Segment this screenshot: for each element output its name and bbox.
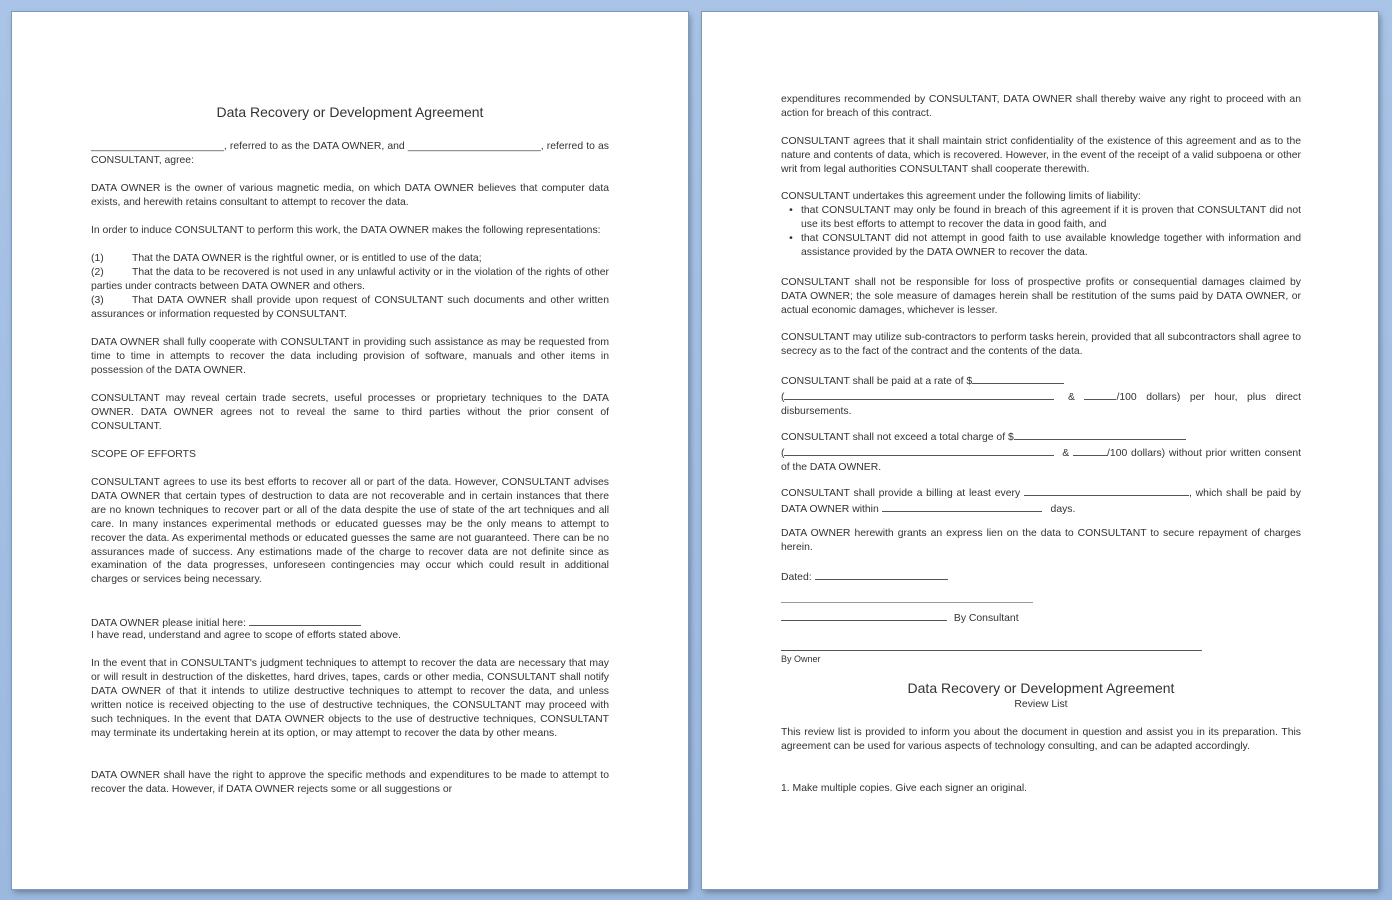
billing-paragraph: CONSULTANT shall provide a billing at least every , which shall be paid by DATA OWNER within days. [781,485,1301,517]
bullet-icon: • [789,232,793,244]
representations-list [91,252,609,322]
lien-paragraph: DATA OWNER herewith grants an express lien on the data to CONSULTANT to secure repayment of charges herein. [781,528,1301,553]
scope-paragraph: CONSULTANT agrees to use its best efforts to recover all or part of the data. However, CONSULTANT advises DATA OWNER that certain types of destruction to data are not recoverable and in certain instances that there are no known techniques to recover part or all of the data despite the use of state of the art techniques and all care. In many instances experimental methods or educated guesses may be the only means to attempt to recover the data. As experimental methods or educated guesses the same are not guaranteed. There can be no assurances made of success. Any estimations made of the charge to recover data are not definite since as examination of the data progresses, unforeseen contingencies may occur which could result in additional charges or services being necessary. [91,477,609,586]
induce-paragraph: In order to induce CONSULTANT to perform this work, the DATA OWNER makes the following representations: [91,225,601,236]
review-title: Data Recovery or Development Agreement [907,680,1175,696]
charge-paragraph: CONSULTANT shall not exceed a total charge of $ ( & /100 dollars) without prior written consent of the DATA OWNER. [781,429,1301,475]
intro-paragraph: _______________________, referred to as the DATA OWNER, and _______________________, referred to as CONSULTANT, agree: [91,141,609,166]
document-page-1 [12,12,688,889]
bullet-icon: • [789,205,793,216]
liability-list [781,204,1301,260]
document-title: Data Recovery or Development Agreement [216,104,484,120]
dated-line: Dated: [781,569,1301,585]
scope-heading: SCOPE OF EFFORTS [91,449,196,460]
initial-field[interactable] [249,615,361,626]
destructive-paragraph: In the event that in CONSULTANT's judgment techniques to attempt to recover the data are necessary that may or will result in destruction of the diskettes, hard drives, tapes, cards or other media, CONSULTANT shall notify DATA OWNER of that it intends to utilize destructive techniques to attempt to recover the data, and unless written notice is received objecting to the use of destructive techniques, the CONSULTANT may proceed with such techniques. In the event that DATA OWNER objects to the use of destructive techniques, CONSULTANT may terminate its undertaking herein at its option, or may attempt to recover the data by other means. [91,658,609,739]
charge-cents-field[interactable] [1073,445,1107,456]
list-item: • that CONSULTANT may only be found in breach of this agreement if it is proven that CONSULTANT did not use its best efforts to attempt to recover the data in good faith, and [781,204,1301,232]
charge-words-field[interactable] [784,445,1054,456]
approve-paragraph: DATA OWNER shall have the right to approve the specific methods and expenditures to be made to attempt to recover the data. However, if DATA OWNER rejects some or all suggestions or [91,770,609,795]
consultant-signature: By Consultant [781,610,1301,626]
list-item: (2) That the data to be recovered is not used in any unlawful activity or in the violation of the rights of other parties under contracts between DATA OWNER and others. [91,266,609,292]
liability-paragraph: CONSULTANT undertakes this agreement under the following limits of liability: [781,191,1141,202]
rate-paragraph: CONSULTANT shall be paid at a rate of $ ( & /100 dollars) per hour, plus direct disbursements. [781,373,1301,419]
initial-acknowledgement: I have read, understand and agree to scope of efforts stated above. [91,630,402,641]
rate-cents-field[interactable] [1084,389,1116,400]
rate-amount-field[interactable] [972,373,1064,384]
confidentiality-paragraph: CONSULTANT agrees that it shall maintain strict confidentiality of the existence of this agreement and as to the nature and contents of data, which is recovered. However, in the event of the receipt of a valid subpoena or other writ from legal authorities CONSULTANT shall cooperate therewith. [781,136,1301,175]
rate-words-field[interactable] [784,389,1054,400]
reveal-paragraph: CONSULTANT may reveal certain trade secrets, useful processes or proprietary techniques to the DATA OWNER. DATA OWNER agrees not to reveal the same to third parties without the prior consent of CONSULTANT. [91,393,609,432]
date-field[interactable] [815,569,948,580]
consultant-signature-field[interactable] [781,610,947,621]
owner-signature-label: By Owner [781,654,821,664]
review-subtitle: Review List [1014,699,1068,710]
damages-paragraph: CONSULTANT shall not be responsible for loss of prospective profits or consequential damages claimed by DATA OWNER; the sole measure of damages herein shall be restitution of the sums paid by DATA OWNER, or actual economic damages, whichever is lesser. [781,277,1301,316]
owner-signature-field[interactable] [781,650,1202,651]
billing-days-field[interactable] [882,501,1042,512]
list-item: (3) That DATA OWNER shall provide upon request of CONSULTANT such documents and other written assurances or information requested by CONSULTANT. [91,294,609,320]
review-intro-paragraph: This review list is provided to inform you about the document in question and assist you in its preparation. This agreement can be used for various aspects of technology consulting, and can be adapted accordingly. [781,727,1301,752]
initial-line: DATA OWNER please initial here: [91,615,609,631]
billing-period-field[interactable] [1024,485,1189,496]
continued-paragraph: expenditures recommended by CONSULTANT, DATA OWNER shall thereby waive any right to proceed with an action for breach of this contract. [781,94,1301,119]
document-page-2 [702,12,1378,889]
cooperate-paragraph: DATA OWNER shall fully cooperate with CONSULTANT in providing such assistance as may be requested from time to time in attempts to recover the data including provision of software, manuals and other items in possession of the DATA OWNER. [91,337,609,376]
subcontract-paragraph: CONSULTANT may utilize sub-contractors to perform tasks herein, provided that all subcontractors shall agree to secrecy as to the fact of the contract and the contents of the data. [781,332,1301,357]
owner-paragraph: DATA OWNER is the owner of various magnetic media, on which DATA OWNER believes that computer data exists, and herewith retains consultant to attempt to recover the data. [91,183,609,208]
list-item: (1) That the DATA OWNER is the rightful owner, or is entitled to use of the data; [91,253,482,264]
charge-amount-field[interactable] [1014,429,1186,440]
list-item: • that CONSULTANT did not attempt in good faith to use available knowledge together with information and assistance provided by the DATA OWNER to recover the data. [781,232,1301,260]
review-item-1: 1. Make multiple copies. Give each signer an original. [781,783,1028,794]
signature-rule [781,602,1033,603]
